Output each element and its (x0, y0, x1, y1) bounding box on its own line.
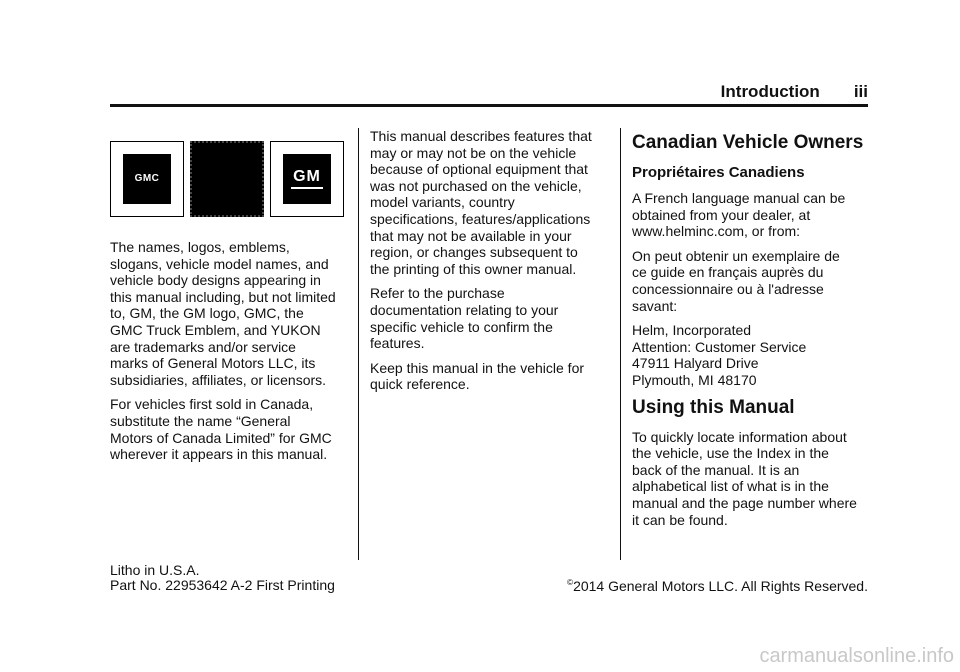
copyright-notice (567, 578, 868, 594)
gm-logo (270, 141, 344, 217)
footer-left (110, 563, 335, 593)
column-divider-1 (358, 128, 359, 560)
watermark: carmanualsonline.info (759, 645, 954, 667)
running-header (110, 82, 868, 102)
helm-address: Helm, Incorporated Attention: Customer Service 47911 Halyard Drive Plymouth, MI 48170 (632, 322, 807, 388)
canadian-owners-heading: Canadian Vehicle Owners (632, 132, 864, 153)
gm-logo-text: GM (291, 169, 323, 189)
copyright-text: 2014 General Motors LLC. All Rights Reserved. (573, 578, 868, 594)
black-emblem (190, 141, 264, 217)
column-divider-2 (620, 128, 621, 560)
column-2 (370, 128, 605, 401)
header-rule (110, 104, 868, 107)
proprietaires-heading: Propriétaires Canadiens (632, 164, 805, 181)
page-number: iii (853, 82, 868, 101)
litho-text: Litho in U.S.A. (110, 562, 200, 578)
canada-name-paragraph: For vehicles first sold in Canada, substitute the name “General Motors of Canada Limited” for GMC wherever it appears in this manual. (110, 396, 332, 463)
french-manual-paragraph: A French language manual can be obtained from your dealer, at www.helminc.com, or from: (632, 190, 846, 240)
column-1 (110, 128, 345, 471)
gmc-logo (110, 141, 184, 217)
gmc-logo-text: GMC (134, 172, 160, 184)
part-number: Part No. 22953642 A-2 First Printing (110, 577, 335, 593)
features-paragraph: This manual describes features that may or may not be on the vehicle because of optional equipment that was not purchased on the vehicle, model variants, country specifications, features/applications that may not be available in your region, or changes subsequent to the printing of this owner manual. (370, 128, 592, 277)
column-3 (632, 128, 872, 536)
using-manual-heading: Using this Manual (632, 396, 795, 418)
trademark-paragraph: The names, logos, emblems, slogans, vehicle model names, and vehicle body designs appearing in this manual including, but not limited to, GM, the GM logo, GMC, the GMC Truck Emblem, and YUKON are trademarks and/or service marks of General Motors LLC, its subsidiaries, affiliates, or licensors. (110, 239, 336, 388)
purchase-doc-paragraph: Refer to the purchase documentation relating to your specific vehicle to confirm the features. (370, 285, 559, 352)
brand-logos (110, 141, 345, 219)
keep-manual-paragraph: Keep this manual in the vehicle for quick reference. (370, 359, 585, 393)
section-title: Introduction (720, 82, 820, 101)
copyright-symbol: © (567, 578, 574, 587)
french-manual-paragraph-fr: On peut obtenir un exemplaire de ce guide en français auprès du concessionnaire ou à l'adresse savant: (632, 247, 840, 314)
index-paragraph: To quickly locate information about the vehicle, use the Index in the back of the manual. It is an alphabetical list of what is in the manual and the page number where it can be found. (632, 428, 857, 528)
